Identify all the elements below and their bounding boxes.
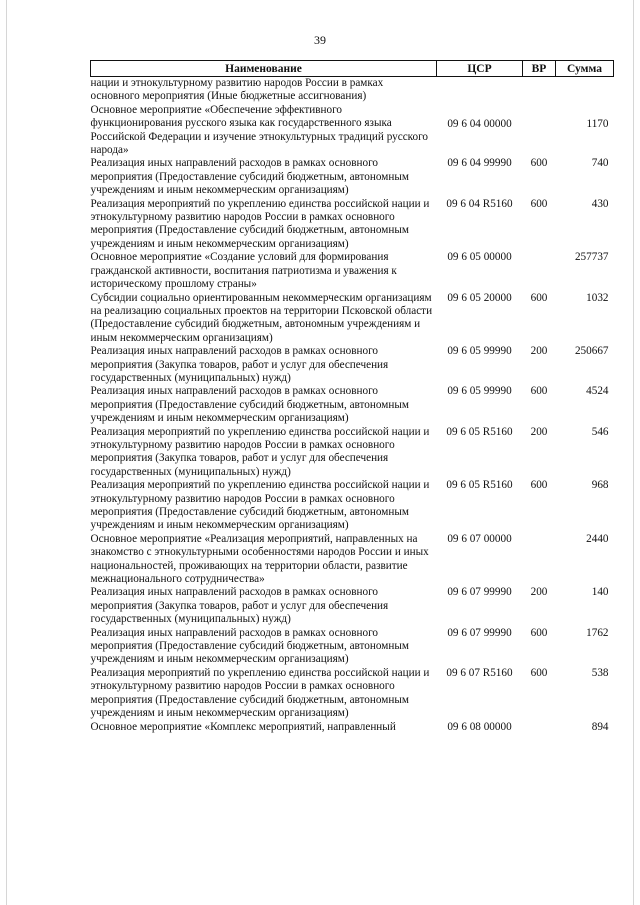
scan-edge-left xyxy=(6,0,7,905)
row-vr xyxy=(523,721,556,734)
row-sum: 740 xyxy=(591,157,609,170)
row-vr: 200 xyxy=(530,425,548,438)
table-row xyxy=(91,198,614,252)
table-row xyxy=(91,586,614,626)
table-row xyxy=(91,292,614,346)
row-sum: 430 xyxy=(591,197,609,210)
row-sum: 538 xyxy=(591,666,609,679)
page-number: 39 xyxy=(314,33,326,47)
row-csr: 09 6 08 00000 xyxy=(447,720,512,733)
row-vr xyxy=(523,533,556,587)
row-sum: 1170 xyxy=(586,117,609,130)
table-row xyxy=(91,104,614,158)
row-vr: 600 xyxy=(530,626,548,639)
row-csr: 09 6 05 R5160 xyxy=(446,479,513,492)
table-row xyxy=(91,627,614,667)
table-row xyxy=(91,667,614,721)
row-name: Основное мероприятие «Создание условий для формирования гражданской активности, воспитания патриотизма и уважения к историческому прошлому страны» xyxy=(90,251,397,291)
row-vr xyxy=(523,104,556,158)
row-name: Реализация иных направлений расходов в рамках основного мероприятия (Предоставление субсидий бюджетным, автономным учреждениям и иным некоммерческим организациям) xyxy=(90,626,409,666)
header-name: Наименование xyxy=(91,61,437,77)
row-name: Реализация мероприятий по укреплению единства российской нации и этнокультурному развитию народов России в рамках основного мероприятия (Предоставление субсидий бюджетным, автономным учреждениям и иным некоммерческим организациям) xyxy=(90,479,430,532)
row-sum: 968 xyxy=(591,479,609,492)
row-sum: 140 xyxy=(591,586,609,599)
row-name: Основное мероприятие «Комплекс мероприятий, направленный xyxy=(90,720,396,733)
row-vr: 600 xyxy=(530,157,548,170)
row-csr: 09 6 04 00000 xyxy=(447,117,512,130)
row-name: Основное мероприятие «Обеспечение эффективного функционирования русского языка как государственного языка Российской Федерации и изучение этнокультурных традиций русского народа» xyxy=(90,103,429,157)
row-csr: 09 6 05 R5160 xyxy=(446,425,513,438)
table-row xyxy=(91,721,614,734)
table-row xyxy=(91,426,614,480)
row-name: Основное мероприятие «Реализация мероприятий, направленных на знакомство с этнокультурными особенностями народов России и иных национальностей, проживающих на территории области, развитие межнационального сотрудничества» xyxy=(90,532,429,586)
row-csr: 09 6 05 00000 xyxy=(447,251,512,264)
scan-edge-right xyxy=(633,0,634,905)
row-sum: 257737 xyxy=(574,251,609,264)
row-sum: 4524 xyxy=(586,385,609,398)
row-vr: 600 xyxy=(530,666,548,679)
row-csr: 09 6 04 99990 xyxy=(447,157,512,170)
row-csr xyxy=(437,77,523,104)
row-sum: 1032 xyxy=(586,291,609,304)
header-csr: ЦСР xyxy=(437,61,523,77)
row-name: Субсидии социально ориентированным некоммерческим организациям на реализацию социальных проектов на территории Псковской области (Предоставление субсидий бюджетным, автономным учреждениям и иным некоммерческим организациям) xyxy=(90,291,433,344)
row-csr: 09 6 05 99990 xyxy=(447,345,512,358)
row-name: Реализация иных направлений расходов в рамках основного мероприятия (Предоставление субсидий бюджетным, автономным учреждениям и иным некоммерческим организациям) xyxy=(90,157,409,197)
table-header-row xyxy=(91,61,614,77)
row-name: Реализация мероприятий по укреплению единства российской нации и этнокультурному развитию народов России в рамках основного мероприятия (Закупка товаров, работ и услуг для обеспечения государственных (муниципальных) нужд) xyxy=(90,425,430,478)
row-name: Реализация мероприятий по укреплению единства российской нации и этнокультурному развитию народов России в рамках основного мероприятия (Предоставление субсидий бюджетным, автономным учреждениям и иным некоммерческим организациям) xyxy=(90,197,430,250)
row-vr xyxy=(523,77,556,104)
row-name: нации и этнокультурному развитию народов России в рамках основного мероприятия (Иные бюджетные ассигнования) xyxy=(90,77,384,103)
table-row xyxy=(91,533,614,587)
row-csr: 09 6 07 99990 xyxy=(447,626,512,639)
row-name: Реализация иных направлений расходов в рамках основного мероприятия (Предоставление субсидий бюджетным, автономным учреждениям и иным некоммерческим организациям) xyxy=(90,385,409,425)
header-sum: Сумма xyxy=(556,61,614,77)
table-row xyxy=(91,479,614,533)
row-sum: 250667 xyxy=(574,345,609,358)
row-csr: 09 6 07 99990 xyxy=(447,586,512,599)
row-csr: 09 6 05 20000 xyxy=(447,291,512,304)
row-vr xyxy=(523,251,556,291)
row-vr: 600 xyxy=(530,385,548,398)
row-sum xyxy=(556,77,614,104)
row-sum: 2440 xyxy=(586,532,609,545)
table-row xyxy=(91,77,614,104)
row-sum: 1762 xyxy=(586,626,609,639)
row-csr: 09 6 04 R5160 xyxy=(446,197,513,210)
header-vr: ВР xyxy=(523,61,556,77)
row-sum: 894 xyxy=(591,720,609,733)
table-row xyxy=(91,385,614,425)
table-row xyxy=(91,345,614,385)
row-csr: 09 6 07 00000 xyxy=(447,532,512,545)
table-row xyxy=(91,157,614,197)
table-row xyxy=(91,251,614,291)
row-csr: 09 6 07 R5160 xyxy=(446,666,513,679)
row-name: Реализация иных направлений расходов в рамках основного мероприятия (Закупка товаров, работ и услуг для обеспечения государственных (муниципальных) нужд) xyxy=(90,586,389,626)
row-name: Реализация иных направлений расходов в рамках основного мероприятия (Закупка товаров, работ и услуг для обеспечения государственных (муниципальных) нужд) xyxy=(90,345,389,384)
row-vr: 600 xyxy=(530,479,548,492)
row-vr: 200 xyxy=(530,345,548,358)
row-vr: 600 xyxy=(530,197,548,210)
row-vr: 600 xyxy=(530,291,548,304)
budget-table xyxy=(90,60,614,734)
row-csr: 09 6 05 99990 xyxy=(447,385,512,398)
row-name: Реализация мероприятий по укреплению единства российской нации и этнокультурному развитию народов России в рамках основного мероприятия (Предоставление субсидий бюджетным, автономным учреждениям и иным некоммерческим организациям) xyxy=(90,666,430,720)
row-sum: 546 xyxy=(591,425,609,438)
row-vr: 200 xyxy=(530,586,548,599)
